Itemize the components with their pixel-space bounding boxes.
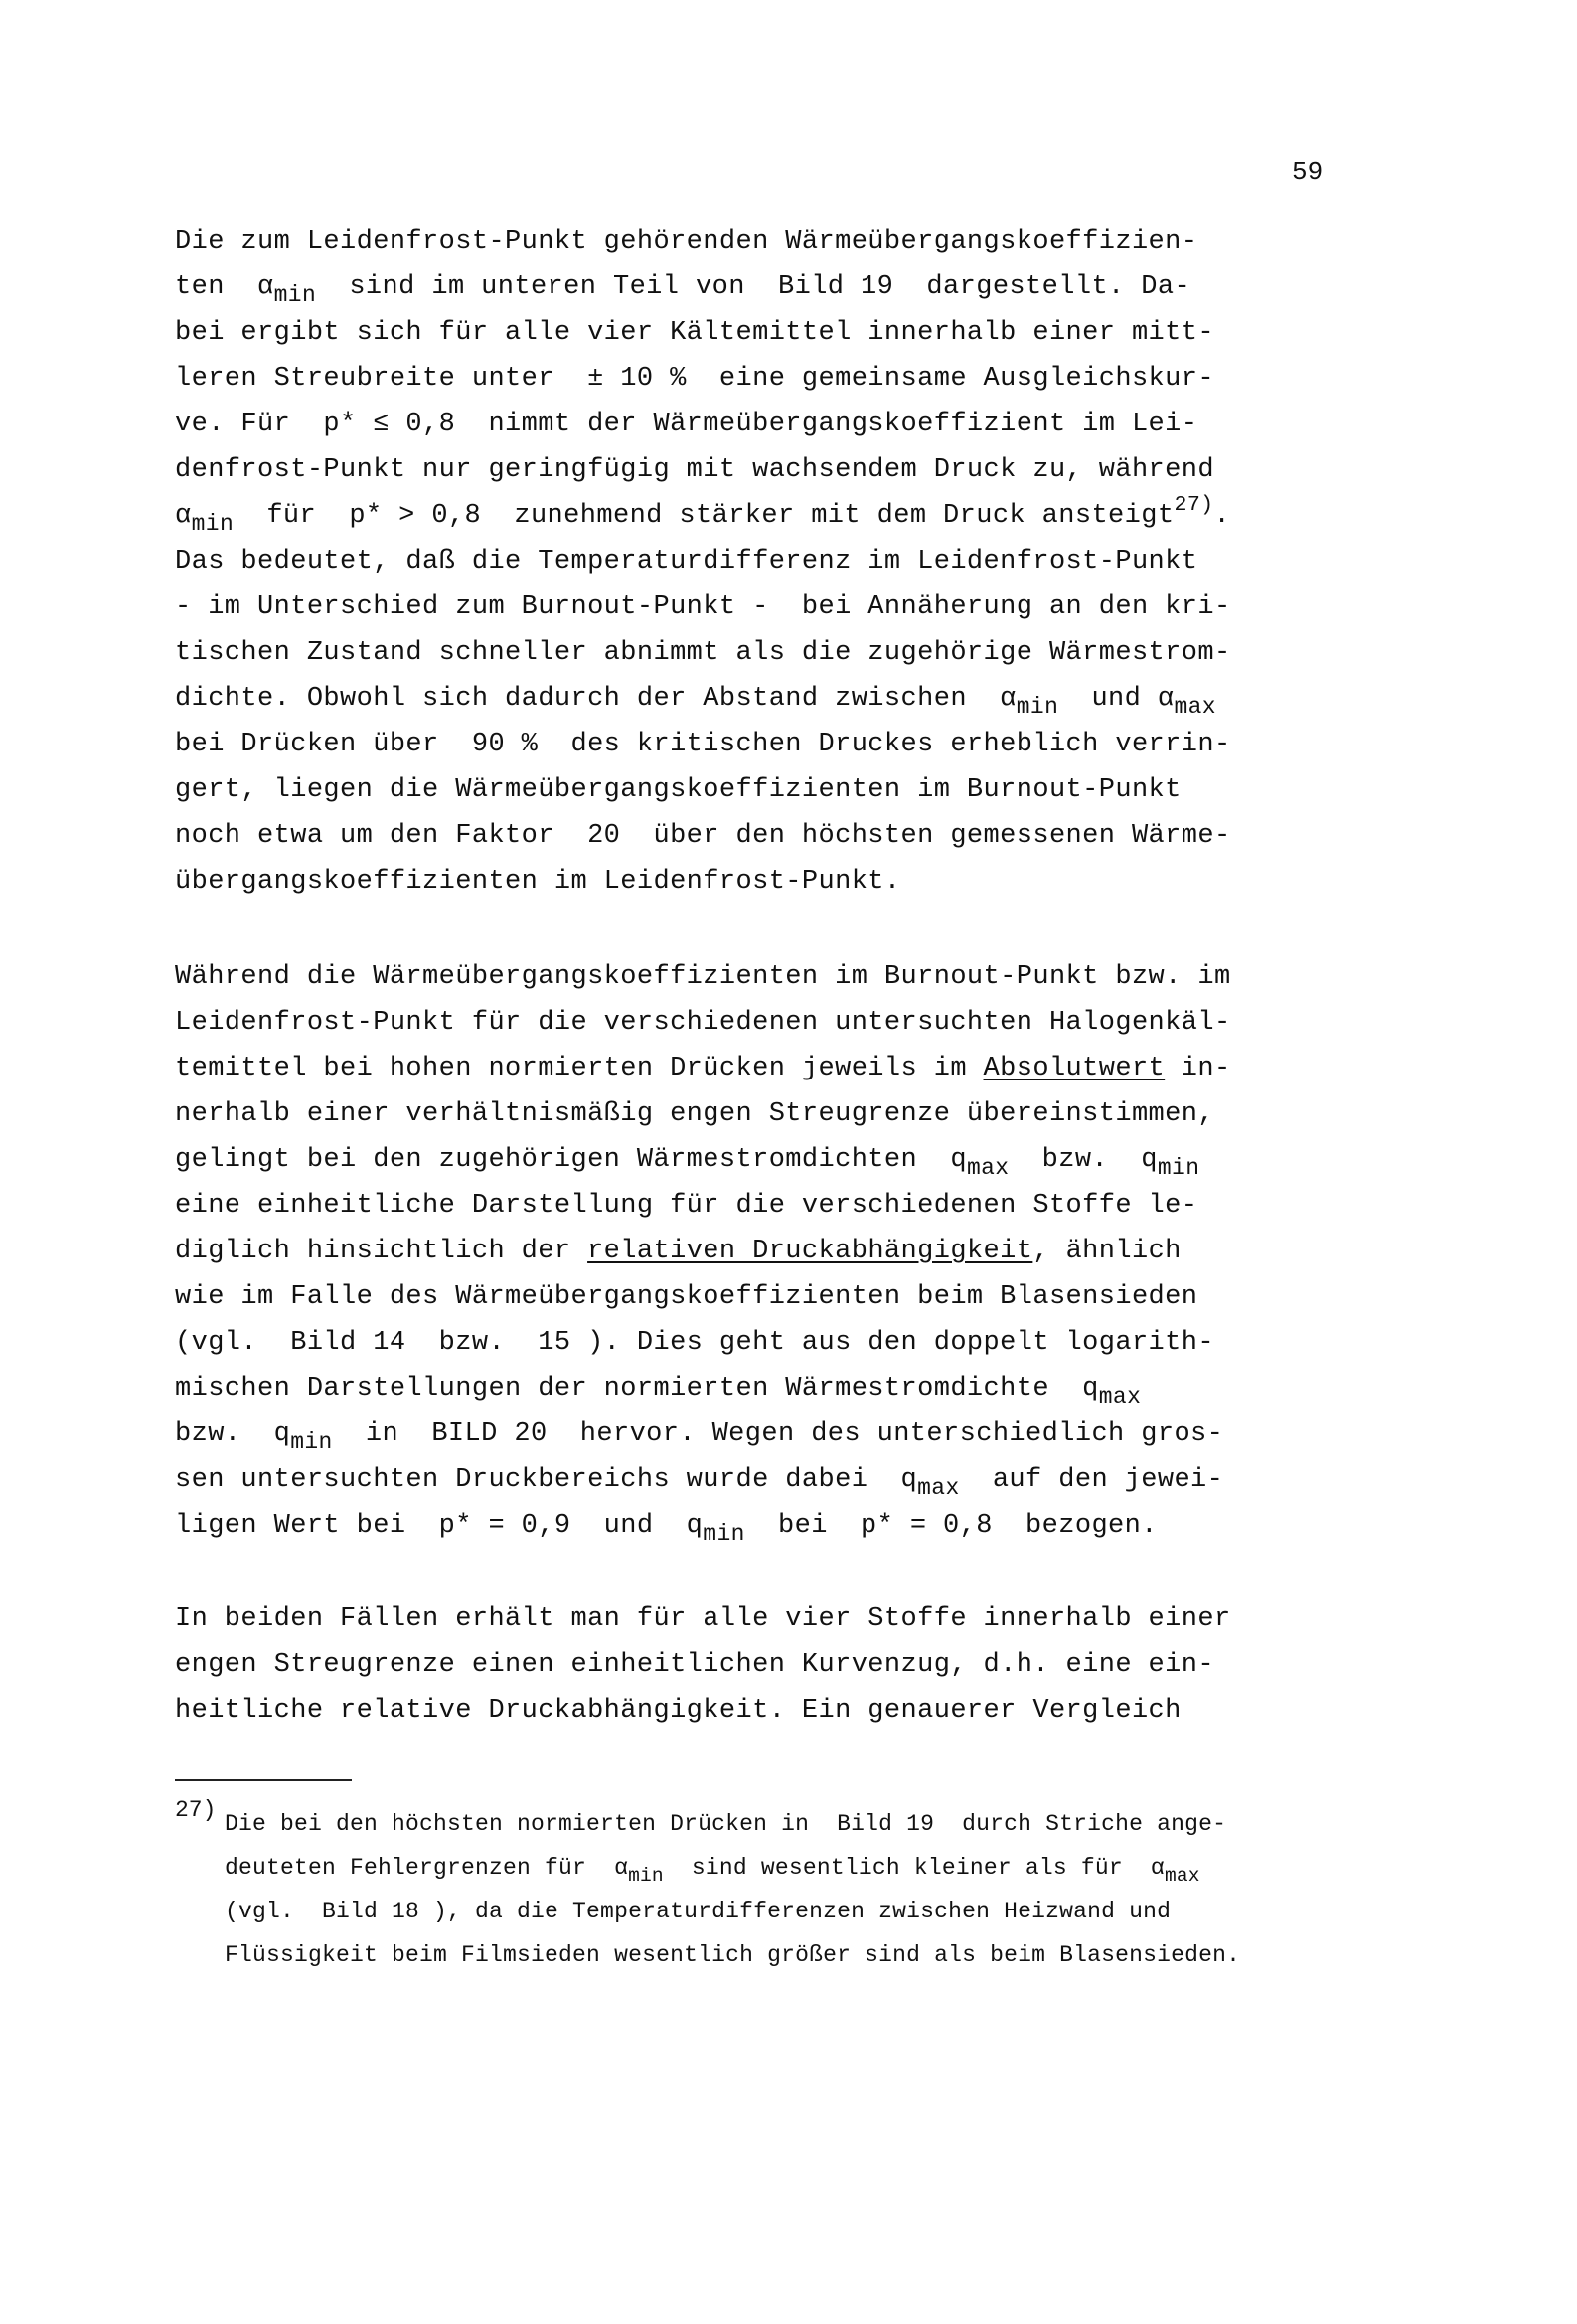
text-line: Leidenfrost-Punkt für die verschiedenen untersuchten Halogenkäl- <box>175 1008 1231 1038</box>
footnote-line: (vgl. Bild 18 ), da die Temperaturdifferenzen zwischen Heizwand und <box>225 1899 1172 1924</box>
text-line: übergangskoeffizienten im Leidenfrost-Punkt. <box>175 867 901 897</box>
text-line: bei ergibt sich für alle vier Kältemittel innerhalb einer mitt- <box>175 318 1214 348</box>
underlined-term: Absolutwert <box>983 1054 1166 1083</box>
underlined-term: relativen Druckabhängigkeit <box>587 1237 1033 1266</box>
text-line: ten $\alpha_{min}$ sind im unteren Teil von Bild 19 dargestellt. Da- <box>175 272 1191 309</box>
page-number: 59 <box>1292 157 1324 187</box>
text-line: Während die Wärmeübergangskoeffizienten im Burnout-Punkt bzw. im <box>175 962 1231 992</box>
text-line: gelingt bei den zugehörigen Wärmestromdichten $q_{max}$ bzw. $q_{min}$ <box>175 1145 1200 1182</box>
text-line: denfrost-Punkt nur geringfügig mit wachsendem Druck zu, während <box>175 455 1214 485</box>
text-line: In beiden Fällen erhält man für alle vier Stoffe innerhalb einer <box>175 1604 1231 1634</box>
text-line: diglich hinsichtlich der relativen Druckabhängigkeit, ähnlich <box>175 1237 1182 1266</box>
text-line: wie im Falle des Wärmeübergangskoeffizienten beim Blasensieden <box>175 1282 1198 1312</box>
text-line: Das bedeutet, daß die Temperaturdifferenz im Leidenfrost-Punkt <box>175 547 1198 577</box>
text-line: gert, liegen die Wärmeübergangskoeffizienten im Burnout-Punkt <box>175 775 1182 805</box>
text-line: dichte. Obwohl sich dadurch der Abstand zwischen $\alpha_{min}$ und $\alpha_{max}$ <box>175 684 1216 721</box>
text-line: Die zum Leidenfrost-Punkt gehörenden Wärmeübergangskoeffizien- <box>175 227 1198 256</box>
text-line: bzw. $q_{min}$ in BILD 20 hervor. Wegen des unterschiedlich gros- <box>175 1419 1224 1456</box>
text-line: heitliche relative Druckabhängigkeit. Ein genauerer Vergleich <box>175 1696 1182 1726</box>
text-line: (vgl. Bild 14 bzw. 15 ). Dies geht aus den doppelt logarith- <box>175 1328 1214 1358</box>
text-line: leren Streubreite unter ± 10 % eine gemeinsame Ausgleichskur- <box>175 364 1214 394</box>
text-line: ve. Für p* ≤ 0,8 nimmt der Wärmeübergangskoeffizient im Lei- <box>175 410 1198 439</box>
text-line: sen untersuchten Druckbereichs wurde dabei $q_{max}$ auf den jewei- <box>175 1465 1224 1502</box>
text-line: eine einheitliche Darstellung für die verschiedenen Stoffe le- <box>175 1191 1198 1221</box>
footnote-separator <box>175 1779 352 1781</box>
footnote-line: deuteten Fehlergrenzen für $\alpha_{min}$ sind wesentlich kleiner als für $\alpha_{max}$ <box>225 1855 1200 1887</box>
text-line: noch etwa um den Faktor 20 über den höchsten gemessenen Wärme- <box>175 821 1231 851</box>
text-line: engen Streugrenze einen einheitlichen Kurvenzug, d.h. eine ein- <box>175 1650 1214 1680</box>
footnote-reference: 27) <box>1174 493 1214 518</box>
text-line: mischen Darstellungen der normierten Wärmestromdichte $q_{max}$ <box>175 1374 1142 1411</box>
text-line: ligen Wert bei p* = 0,9 und $q_{min}$ bei p* = 0,8 bezogen. <box>175 1511 1158 1548</box>
footnote-line: Die bei den höchsten normierten Drücken in Bild 19 durch Striche ange- <box>225 1811 1227 1837</box>
footnote-mark: 27) <box>175 1797 217 1823</box>
text-line: temittel bei hohen normierten Drücken jeweils im Absolutwert in- <box>175 1054 1231 1083</box>
text-line: tischen Zustand schneller abnimmt als die zugehörige Wärmestrom- <box>175 638 1231 668</box>
text-line: $\alpha_{min}$ für p* > 0,8 zunehmend stärker mit dem Druck ansteigt$^{27)}$. <box>175 493 1231 538</box>
text-line: nerhalb einer verhältnismäßig engen Streugrenze übereinstimmen, <box>175 1099 1214 1129</box>
text-line: - im Unterschied zum Burnout-Punkt - bei Annäherung an den kri- <box>175 592 1231 622</box>
text-line: bei Drücken über 90 % des kritischen Druckes erheblich verrin- <box>175 730 1231 759</box>
footnote-line: Flüssigkeit beim Filmsieden wesentlich größer sind als beim Blasensieden. <box>225 1942 1241 1968</box>
